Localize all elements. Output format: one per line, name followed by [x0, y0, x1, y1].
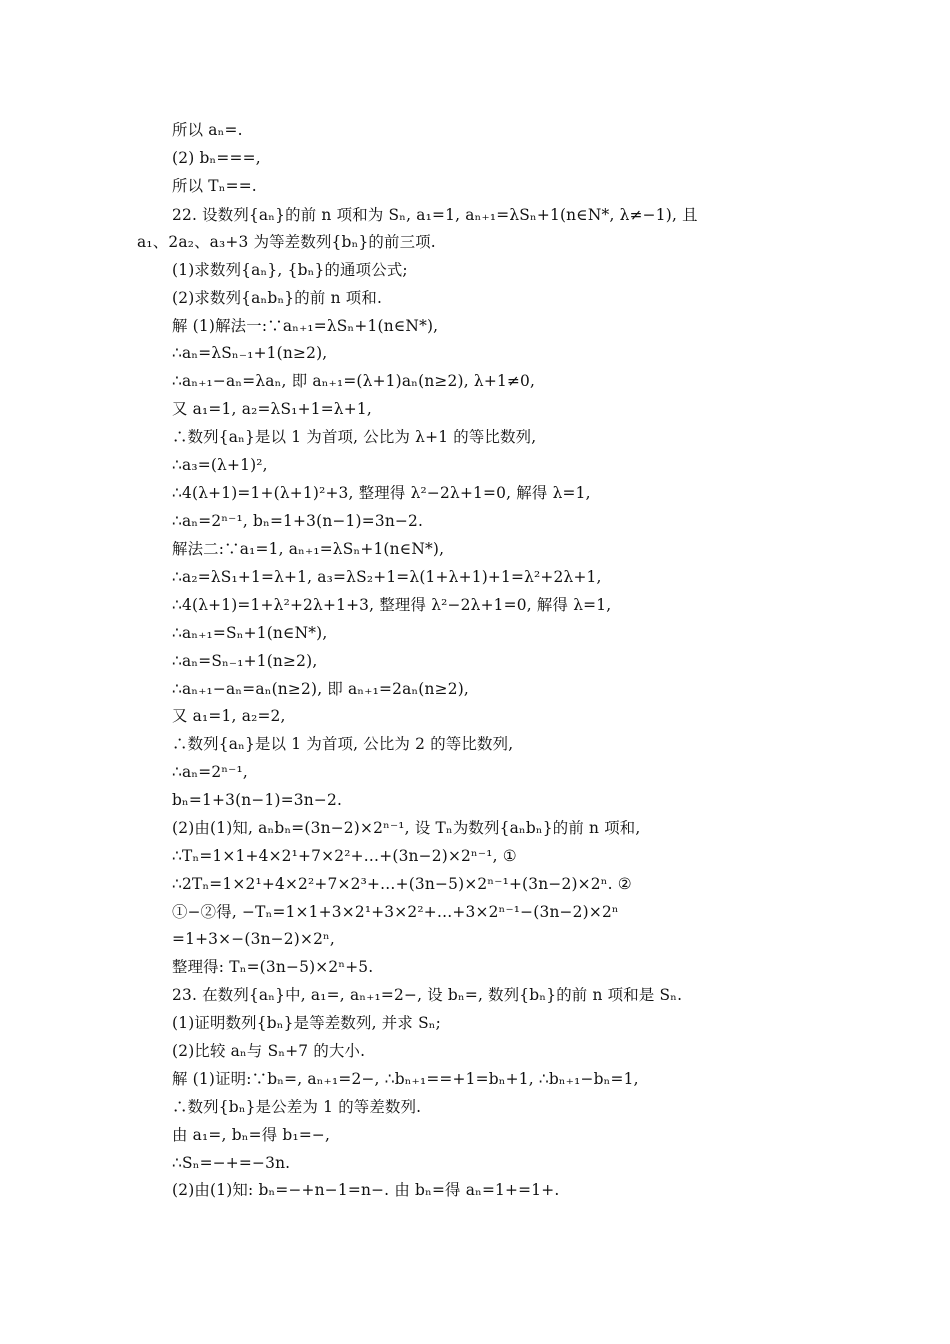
text-line: ∴aₙ₊₁=Sₙ+1(n∈N*), [172, 624, 328, 642]
text-line: 所以 aₙ=. [172, 121, 243, 139]
text-line: ∴a₃=(λ+1)², [172, 456, 268, 474]
problem-22-statement: 22. 设数列{aₙ}的前 n 项和为 Sₙ, a₁=1, aₙ₊₁=λSₙ+1(n∈N*, λ≠−1), 且 [172, 206, 698, 224]
text-line: ∴aₙ=2ⁿ⁻¹, bₙ=1+3(n−1)=3n−2. [172, 512, 424, 530]
text-line: (2)由(1)知, aₙbₙ=(3n−2)×2ⁿ⁻¹, 设 Tₙ为数列{aₙbₙ}的前 n 项和, [172, 819, 641, 837]
text-line: ∴Sₙ=−+=−3n. [172, 1154, 291, 1172]
text-line: (2) bₙ===, [172, 149, 261, 167]
text-line: (2)由(1)知: bₙ=−+n−1=n−. 由 bₙ=得 aₙ=1+=1+. [172, 1181, 560, 1199]
text-line: (2)比较 aₙ与 Sₙ+7 的大小. [172, 1042, 366, 1060]
text-line: ∴aₙ₊₁−aₙ=λaₙ, 即 aₙ₊₁=(λ+1)aₙ(n≥2), λ+1≠0, [172, 372, 536, 390]
text-line: 又 a₁=1, a₂=2, [172, 707, 286, 725]
text-line: ∴aₙ=Sₙ₋₁+1(n≥2), [172, 652, 318, 670]
text-line: ∴2Tₙ=1×2¹+4×2²+7×2³+…+(3n−5)×2ⁿ⁻¹+(3n−2)×2ⁿ. ② [172, 875, 632, 893]
text-line: (2)求数列{aₙbₙ}的前 n 项和. [172, 289, 383, 307]
problem-22-statement-cont: a₁、2a₂、a₃+3 为等差数列{bₙ}的前三项. [137, 233, 436, 251]
text-line: (1)证明数列{bₙ}是等差数列, 并求 Sₙ; [172, 1014, 442, 1032]
text-line: ①−②得, −Tₙ=1×1+3×2¹+3×2²+…+3×2ⁿ⁻¹−(3n−2)×2ⁿ [172, 903, 619, 921]
text-line: 由 a₁=, bₙ=得 b₁=−, [172, 1126, 331, 1144]
text-line: =1+3×−(3n−2)×2ⁿ, [172, 930, 336, 948]
text-line: 所以 Tₙ==. [172, 177, 257, 195]
text-line: ∴a₂=λS₁+1=λ+1, a₃=λS₂+1=λ(1+λ+1)+1=λ²+2λ+1, [172, 568, 602, 586]
problem-23-statement: 23. 在数列{aₙ}中, a₁=, aₙ₊₁=2−, 设 bₙ=, 数列{bₙ}的前 n 项和是 Sₙ. [172, 986, 683, 1004]
solution-heading: 解 (1)证明:∵bₙ=, aₙ₊₁=2−, ∴bₙ₊₁==+1=bₙ+1, ∴bₙ₊₁−bₙ=1, [172, 1070, 639, 1088]
text-line: 整理得: Tₙ=(3n−5)×2ⁿ+5. [172, 958, 374, 976]
text-line: ∴4(λ+1)=1+λ²+2λ+1+3, 整理得 λ²−2λ+1=0, 解得 λ=1, [172, 596, 612, 614]
text-line: ∴Tₙ=1×1+4×2¹+7×2²+…+(3n−2)×2ⁿ⁻¹, ① [172, 847, 517, 865]
text-line: ∴aₙ₊₁−aₙ=aₙ(n≥2), 即 aₙ₊₁=2aₙ(n≥2), [172, 680, 470, 698]
text-line: ∴4(λ+1)=1+(λ+1)²+3, 整理得 λ²−2λ+1=0, 解得 λ=1, [172, 484, 591, 502]
text-line: ∴数列{bₙ}是公差为 1 的等差数列. [172, 1098, 422, 1116]
text-line: (1)求数列{aₙ}, {bₙ}的通项公式; [172, 261, 408, 279]
text-line: ∴aₙ=2ⁿ⁻¹, [172, 763, 248, 781]
text-line: bₙ=1+3(n−1)=3n−2. [172, 791, 343, 809]
text-line: ∴数列{aₙ}是以 1 为首项, 公比为 2 的等比数列, [172, 735, 514, 753]
text-line: ∴aₙ=λSₙ₋₁+1(n≥2), [172, 344, 328, 362]
text-line: 解法二:∵a₁=1, aₙ₊₁=λSₙ+1(n∈N*), [172, 540, 445, 558]
solution-heading: 解 (1)解法一:∵aₙ₊₁=λSₙ+1(n∈N*), [172, 317, 439, 335]
text-line: ∴数列{aₙ}是以 1 为首项, 公比为 λ+1 的等比数列, [172, 428, 537, 446]
text-line: 又 a₁=1, a₂=λS₁+1=λ+1, [172, 400, 372, 418]
